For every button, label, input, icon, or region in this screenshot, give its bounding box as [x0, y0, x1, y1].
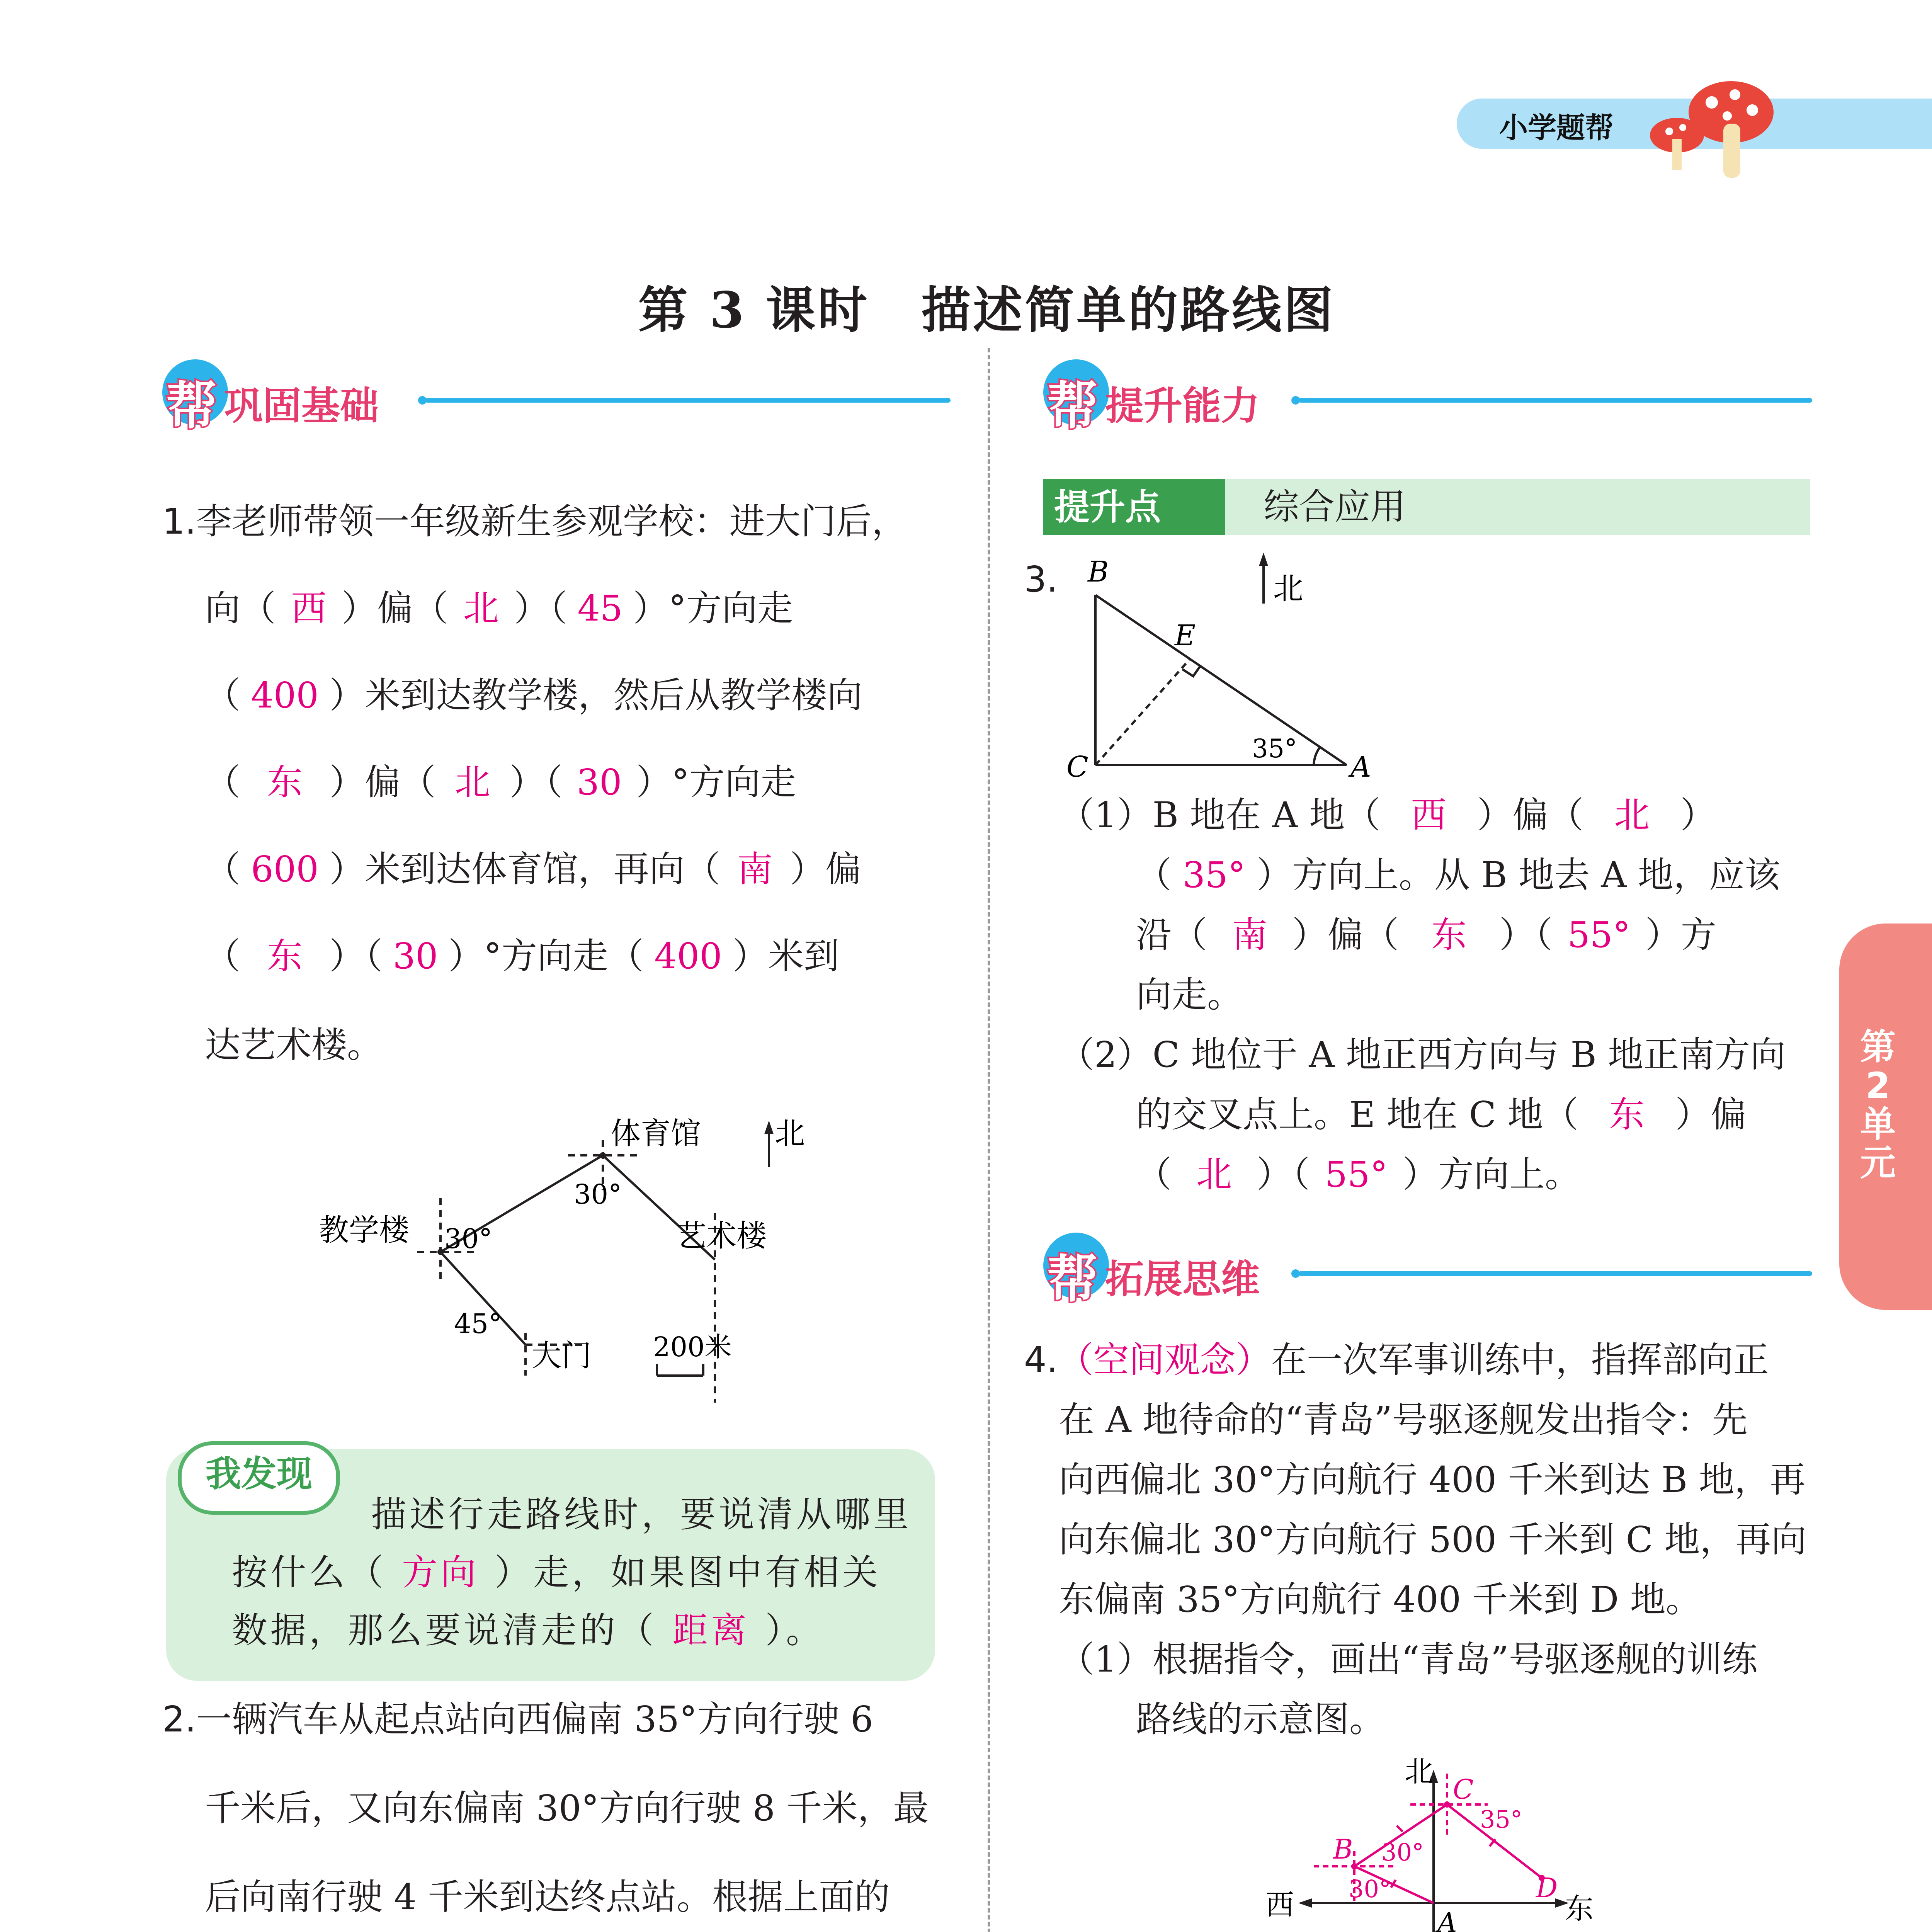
section-badge-char: 帮 [166, 376, 217, 436]
q4-line-2: 在 A 地待命的“青岛”号驱逐舰发出指令：先 [1059, 1399, 1748, 1440]
q1-fig-gym: 体育馆 [611, 1116, 701, 1151]
q4-part1-line-2: 路线的示意图。 [1136, 1699, 1385, 1740]
q3-fig-angle-35: 35° [1252, 734, 1297, 764]
q4-fig-B: B [1333, 1833, 1353, 1865]
q4-fig-angle-30b: 30° [1349, 1875, 1391, 1903]
page-title: 第 3 课时 描述简单的路线图 [638, 281, 1336, 339]
section-header-consolidate [162, 359, 951, 436]
q1-fig-art: 艺术楼 [676, 1219, 767, 1253]
q1-route-diagram [317, 1097, 858, 1406]
q3-number: 3. [1024, 559, 1058, 600]
key-point-text: 综合应用 [1264, 486, 1406, 527]
q4-fig-north: 北 [1405, 1755, 1433, 1788]
q3-fig-B: B [1088, 555, 1109, 588]
q4-line-3: 向西偏北 30°方向航行 400 千米到达 B 地，再 [1059, 1459, 1806, 1500]
q3-line-7: （ 北 ）（ 55° ）方向上。 [1136, 1154, 1581, 1195]
q4-fig-D: D [1536, 1872, 1558, 1904]
section-line [425, 398, 951, 403]
q4-fig-C: C [1453, 1774, 1474, 1805]
key-point-tag: 提升点 [1043, 479, 1225, 535]
q1-fig-angle-45: 45° [454, 1308, 502, 1340]
section-title: 巩固基础 [224, 383, 379, 429]
q3-triangle-diagram [1059, 549, 1406, 788]
q2-line-2: 千米后，又向东偏南 30°方向行驶 8 千米，最 [205, 1787, 929, 1829]
q1-fig-gate: 大门 [531, 1338, 592, 1373]
discovery-line-1: 描述行走路线时，要说清从哪里 [371, 1494, 912, 1535]
column-divider [988, 348, 990, 1932]
section-badge-char: 帮 [1047, 1250, 1098, 1309]
q3-fig-north: 北 [1273, 571, 1304, 606]
q1-line-5: （ 600 ）米到达体育馆，再向（ 南 ）偏 [205, 849, 861, 890]
q3-fig-A: A [1350, 750, 1371, 784]
q3-line-2: （ 35° ）方向上。从 B 地去 A 地，应该 [1136, 854, 1781, 896]
q1-line-3: （ 400 ）米到达教学楼，然后从教学楼向 [205, 675, 863, 716]
q1-line-7: 达艺术楼。 [205, 1024, 383, 1066]
q3-fig-C: C [1066, 750, 1088, 784]
section-title: 拓展思维 [1105, 1257, 1260, 1302]
q3-line-1: （1）B 地在 A 地（ 西 ）偏（ 北 ） [1059, 794, 1716, 836]
q2-line-3: 后向南行驶 4 千米到达终点站。根据上面的 [205, 1876, 890, 1918]
q4-fig-angle-35: 35° [1480, 1805, 1522, 1833]
q3-line-3: 沿（ 南 ）偏（ 东 ）（ 55° ）方 [1136, 914, 1717, 956]
q4-fig-west: 西 [1265, 1888, 1294, 1922]
q1-fig-north: 北 [775, 1116, 805, 1151]
q3-fig-E: E [1175, 619, 1196, 652]
q3-line-5: （2）C 地位于 A 地正西方向与 B 地正南方向 [1059, 1034, 1786, 1075]
q4-line-4: 向东偏北 30°方向航行 500 千米到 C 地，再向 [1059, 1519, 1807, 1560]
q4-fig-angle-30a: 30° [1381, 1838, 1424, 1866]
discovery-line-2: 按什么（ 方向 ）走，如果图中有相关 [232, 1552, 881, 1593]
q4-route-diagram [1256, 1750, 1642, 1932]
mushroom-icon [1642, 66, 1789, 182]
q1-fig-teach: 教学楼 [319, 1213, 410, 1248]
section-badge-char: 帮 [1047, 376, 1098, 436]
section-title: 提升能力 [1105, 383, 1260, 429]
section-line [1298, 1271, 1812, 1276]
q3-line-6: 的交叉点上。E 地在 C 地（ 东 ）偏 [1136, 1094, 1747, 1135]
q4-line-1: 4.（空间观念）在一次军事训练中，指挥部向正 [1024, 1339, 1769, 1381]
q4-line-5: 东偏南 35°方向航行 400 千米到 D 地。 [1059, 1579, 1701, 1620]
section-header-improve [1043, 359, 1812, 436]
discovery-tag: 我发现 [178, 1441, 340, 1515]
q1-fig-angle-30a: 30° [444, 1223, 493, 1255]
section-line [1298, 398, 1812, 403]
q1-line-6: （ 东 ）（ 30 ）°方向走（ 400 ）米到 [205, 935, 840, 977]
q1-line-2: 向（ 西 ）偏（ 北 ）（ 45 ）°方向走 [205, 588, 793, 629]
q3-line-4: 向走。 [1136, 974, 1243, 1015]
q1-line-1: 1.李老师带领一年级新生参观学校：进大门后， [162, 501, 907, 542]
section-header-expand [1043, 1233, 1812, 1309]
q1-fig-scale: 200米 [653, 1331, 732, 1363]
q2-line-1: 2.一辆汽车从起点站向西偏南 35°方向行驶 6 [162, 1699, 873, 1740]
q4-fig-A: A [1437, 1907, 1457, 1932]
unit-label: 第2单元 [1860, 1026, 1896, 1184]
q1-line-4: （ 东 ）偏（ 北 ）（ 30 ）°方向走 [205, 762, 796, 803]
q4-part1-line-1: （1）根据指令，画出“青岛”号驱逐舰的训练 [1059, 1639, 1758, 1680]
q1-fig-angle-30b: 30° [574, 1179, 622, 1210]
discovery-line-3: 数据，那么要说清走的（ 距离 ）。 [232, 1610, 825, 1651]
q4-fig-east: 东 [1565, 1892, 1594, 1925]
brand-label: 小学题帮 [1499, 111, 1614, 145]
